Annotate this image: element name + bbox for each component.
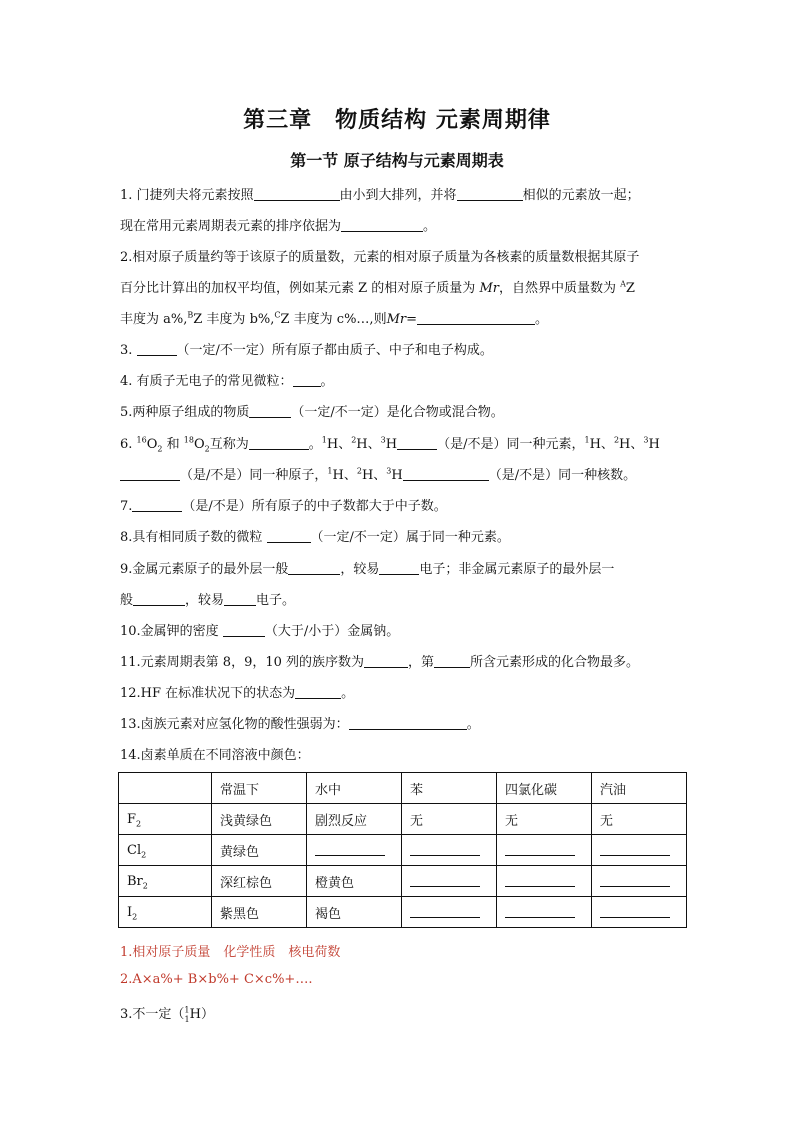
table-cell bbox=[592, 897, 687, 928]
chapter-title: 第三章 物质结构 元素周期律 bbox=[243, 107, 551, 133]
question-7: 7. （是/不是）所有原子的中子数都大于中子数。 bbox=[120, 499, 447, 514]
table-header-cell: 汽油 bbox=[592, 773, 687, 804]
question-9-line-2: 般 ，较易 电子。 bbox=[120, 593, 296, 608]
answer-blank[interactable] bbox=[505, 873, 575, 887]
table-cell: $I_2$ bbox=[119, 897, 212, 928]
table-cell bbox=[497, 866, 592, 897]
table-cell: 紫黑色 bbox=[212, 897, 307, 928]
answer-blank[interactable] bbox=[267, 529, 311, 543]
answer-blank[interactable] bbox=[288, 561, 340, 575]
table-cell: 浅黄绿色 bbox=[212, 804, 307, 835]
answer-blank[interactable] bbox=[341, 218, 423, 232]
answer-blank[interactable] bbox=[379, 561, 419, 575]
table-cell bbox=[497, 835, 592, 866]
section-title: 第一节 原子结构与元素周期表 bbox=[290, 151, 504, 170]
table-header-cell: 水中 bbox=[307, 773, 402, 804]
answer-blank[interactable] bbox=[457, 187, 523, 201]
table-header-cell bbox=[119, 773, 212, 804]
question-6-line-1: 6. $^{16}O_2$ 和 $^{18}O_2$互称为 。$^1$H、$^2$H、$^3$H （是/不是）同一种元素，$^1$H、$^2$H、$^3$H bbox=[120, 435, 660, 454]
question-1-line-1: 1. 门捷列夫将元素按照 由小到大排列，并将 相似的元素放一起； bbox=[120, 188, 640, 203]
answer-blank[interactable] bbox=[315, 842, 385, 856]
answer-blank[interactable] bbox=[403, 467, 489, 481]
table-row bbox=[119, 866, 687, 897]
table-cell bbox=[402, 866, 497, 897]
question-3: 3. （一定/不一定）所有原子都由质子、中子和电子构成。 bbox=[120, 343, 493, 358]
table-cell: 无 bbox=[497, 804, 592, 835]
answer-blank[interactable] bbox=[293, 373, 321, 387]
answer-blank[interactable] bbox=[132, 498, 182, 512]
answer-3: 3.不一定（$^1_1$H） bbox=[120, 1005, 214, 1024]
answer-blank[interactable] bbox=[249, 404, 291, 418]
answer-blank[interactable] bbox=[133, 592, 185, 606]
table-cell: 无 bbox=[592, 804, 687, 835]
table-cell bbox=[592, 866, 687, 897]
question-13: 13.卤族元素对应氢化物的酸性强弱为： 。 bbox=[120, 717, 480, 732]
table-cell: 橙黄色 bbox=[307, 866, 402, 897]
table-row bbox=[119, 804, 687, 835]
question-9-line-1: 9.金属元素原子的最外层一般 ，较易 电子；非金属元素原子的最外层一 bbox=[120, 562, 615, 577]
answer-blank[interactable] bbox=[397, 436, 437, 450]
table-cell: $Cl_2$ bbox=[119, 835, 212, 866]
table-header-row bbox=[119, 773, 687, 804]
answer-blank[interactable] bbox=[410, 873, 480, 887]
answer-blank[interactable] bbox=[410, 904, 480, 918]
answer-blank[interactable] bbox=[505, 842, 575, 856]
question-1-line-2: 现在常用元素周期表元素的排序依据为 。 bbox=[120, 219, 437, 234]
table-header-cell: 苯 bbox=[402, 773, 497, 804]
answer-2: 2.A×a%+ B×b%+ C×c%+…. bbox=[120, 972, 313, 987]
table-cell: $F_2$ bbox=[119, 804, 212, 835]
answer-blank[interactable] bbox=[120, 467, 180, 481]
question-11: 11.元素周期表第 8，9，10 列的族序数为 ，第 所含元素形成的化合物最多。 bbox=[120, 655, 640, 670]
table-header-cell: 四氯化碳 bbox=[497, 773, 592, 804]
answer-blank[interactable] bbox=[364, 654, 408, 668]
answer-blank[interactable] bbox=[505, 904, 575, 918]
table-row bbox=[119, 835, 687, 866]
answer-1: 1.相对原子质量 化学性质 核电荷数 bbox=[120, 945, 341, 960]
table-cell bbox=[402, 897, 497, 928]
question-8: 8.具有相同质子数的微粒 （一定/不一定）属于同一种元素。 bbox=[120, 530, 510, 545]
answer-blank[interactable] bbox=[600, 842, 670, 856]
table-cell bbox=[307, 835, 402, 866]
answer-blank[interactable] bbox=[249, 436, 309, 450]
table-cell bbox=[497, 897, 592, 928]
question-2-line-3: 丰度为 a%,$^B$Z 丰度为 b%,$^C$Z 丰度为 c%…,则Mr= 。 bbox=[120, 310, 549, 327]
table-cell: 黄绿色 bbox=[212, 835, 307, 866]
question-10: 10.金属钾的密度 （大于/小于）金属钠。 bbox=[120, 624, 400, 639]
question-5: 5.两种原子组成的物质 （一定/不一定）是化合物或混合物。 bbox=[120, 405, 504, 420]
answer-blank[interactable] bbox=[137, 342, 177, 356]
answer-blank[interactable] bbox=[434, 654, 470, 668]
answer-blank[interactable] bbox=[224, 592, 256, 606]
table-cell: 深红棕色 bbox=[212, 866, 307, 897]
halogen-color-table bbox=[118, 772, 687, 928]
table-cell: 褐色 bbox=[307, 897, 402, 928]
answer-blank[interactable] bbox=[223, 623, 265, 637]
table-cell: $Br_2$ bbox=[119, 866, 212, 897]
table-cell bbox=[592, 835, 687, 866]
answer-blank[interactable] bbox=[600, 904, 670, 918]
answer-blank[interactable] bbox=[254, 187, 340, 201]
question-2-line-1: 2.相对原子质量约等于该原子的质量数，元素的相对原子质量为各核素的质量数根据其原子 bbox=[120, 250, 640, 265]
answer-blank[interactable] bbox=[349, 716, 467, 730]
question-14: 14.卤素单质在不同溶液中颜色： bbox=[120, 748, 310, 763]
table-cell bbox=[402, 835, 497, 866]
question-12: 12.HF 在标准状况下的状态为 。 bbox=[120, 686, 355, 701]
table-cell: 无 bbox=[402, 804, 497, 835]
question-6-line-2: （是/不是）同一种原子，$^1$H、$^2$H、$^3$H （是/不是）同一种核数。 bbox=[120, 467, 636, 485]
answer-blank[interactable] bbox=[295, 685, 341, 699]
answer-blank[interactable] bbox=[417, 311, 535, 325]
table-header-cell: 常温下 bbox=[212, 773, 307, 804]
answer-blank[interactable] bbox=[410, 842, 480, 856]
question-4: 4. 有质子无电子的常见微粒： 。 bbox=[120, 374, 334, 389]
table-row bbox=[119, 897, 687, 928]
question-2-line-2: 百分比计算出的加权平均值，例如某元素 Z 的相对原子质量为 Mr，自然界中质量数为 $^A$Z bbox=[120, 279, 635, 296]
table-cell: 剧烈反应 bbox=[307, 804, 402, 835]
answer-blank[interactable] bbox=[600, 873, 670, 887]
